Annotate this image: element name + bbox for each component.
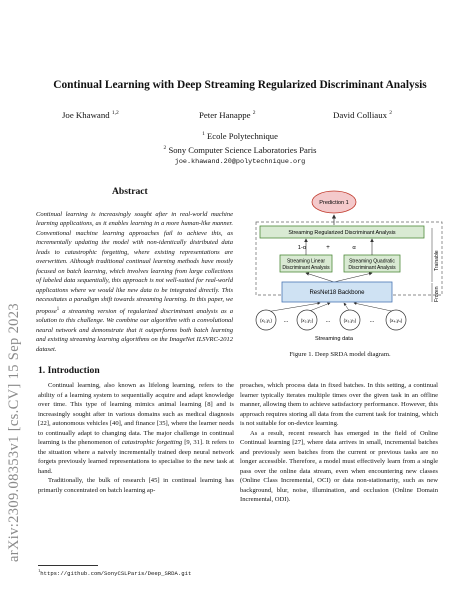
right-paragraph-1: proaches, which process data in fixed batches. In this setting, a continual learner typically iterates multiple times over the given task in an offline manner, allowing them to achieve satisfactory performance. However, this approach requires storing all data from the current task for training, which is not suitable for on-device learning. xyxy=(240,382,438,427)
prediction-label: Prediction 1 xyxy=(319,200,349,206)
right-paragraph-2: As a result, recent research has emerged in the field of Online Continual learning [27], where data arrives in small, incremental batches and previously seen batches from the current or previous tasks are no longer accessible. Therefore, a model must effectively learn from a single pass over the online data stream, even when encountering new classes (Online Class Incremental, OCI) or data non-stationarity, such as new background, blur, noise, illumination, and occlusion (Online Domain Incremental, ODI). xyxy=(240,429,438,503)
sqda-label-line1: Streaming Quadratic xyxy=(349,258,395,265)
author-name: Joe Khawand xyxy=(62,110,110,120)
emphasis-text: catastrophic forgetting xyxy=(121,439,183,446)
slda-label-line2: Discriminant Analysis xyxy=(282,265,330,271)
streaming-data-label: Streaming data xyxy=(315,336,353,342)
arrow-backbone-sqda xyxy=(334,273,372,282)
author-affil-mark: 2 xyxy=(252,110,256,117)
intro-text-end: [9, 31]. It refers to the situation where a naively incrementally trained deep neural network forgets previously learned representations to specialise to the new task at hand. xyxy=(38,439,234,475)
arrow-backbone-slda xyxy=(306,273,334,282)
srda-label: Streaming Regularized Discriminant Analysis xyxy=(288,230,396,236)
author-name: David Colliaux xyxy=(333,110,387,120)
footnote-mark: 1 xyxy=(38,568,41,573)
trainable-label: Trainable xyxy=(434,250,440,271)
footnote-mark: 1 xyxy=(56,306,60,312)
ellipsis-1: ... xyxy=(283,318,289,324)
data-node-3-label: (x₃,y₃) xyxy=(343,318,357,323)
affiliation-text: Sony Computer Science Laboratories Paris xyxy=(168,144,317,155)
data-node-2-label: (x₂,y₂) xyxy=(300,318,314,323)
section-heading-introduction: 1. Introduction xyxy=(38,365,100,376)
author-email: joe.khawand.20@polytechnique.org xyxy=(174,157,306,166)
affiliation-1 xyxy=(30,128,450,142)
slda-label-line1: Streaming Linear xyxy=(286,258,326,265)
author-affil-mark: 2 xyxy=(389,110,392,117)
author-affil-mark: 1,2 xyxy=(111,110,119,117)
ellipsis-3: ... xyxy=(369,318,375,324)
weight-slda-label: 1-α xyxy=(297,245,307,251)
affiliation-2 xyxy=(30,142,450,156)
data-node-1-label: (x₁,y₁) xyxy=(259,318,273,323)
affiliation-text: Ecole Polytechnique xyxy=(207,130,278,141)
intro-paragraph-2: Traditionally, the bulk of research [45] in continual learning has primarily concentrated on batch learning ap- xyxy=(38,477,234,494)
figure-caption: Figure 1. Deep SRDA model diagram. xyxy=(289,351,391,358)
affil-mark: 2 xyxy=(163,144,167,151)
author-name: Peter Hanappe xyxy=(199,110,251,120)
frozen-label: Frozen xyxy=(434,286,440,302)
ellipsis-2: ... xyxy=(325,318,331,324)
intro-right-column xyxy=(240,381,438,505)
intro-text: Continual learning, also known as lifelong learning, refers to the ability of a learning system to sequentially acquire and adapt knowledge over time. This type of learning mimics animal learning [8] and is increasingly sought after in various domains such as medical diagnosis [22], autonomous vehicles [40], and finance [35], where the learner needs to continually adapt to changing data. The major challenge in continual learning is the phenomenon of xyxy=(38,382,234,446)
intro-paragraph-1 xyxy=(38,381,234,476)
abstract-heading: Abstract xyxy=(112,186,148,197)
arrow-data-1 xyxy=(266,303,320,312)
intro-left-column xyxy=(38,381,234,495)
abstract-text: Continual learning is increasingly sought after in real-world machine learning applications, as it enables learning in a more human-like manner. Conventional machine learning approaches fail to achieve this, as incrementally updating the model with non-identically distributed data leads to catastrophic forgetting, where existing representations are overwritten. Although traditional continual learning methods have mostly focused on batch learning, which involves learning from large collections of labeled data sequentially, this approach is not well-suited for real-world applications where we would like new data to be integrated directly. This necessitates a paradigm shift towards streaming learning. In this paper, we propose xyxy=(36,211,233,315)
weight-sqda-label: α xyxy=(352,245,356,251)
model-diagram xyxy=(250,186,450,346)
footnote-rule xyxy=(38,565,98,566)
data-node-4-label: (x₄,y₄) xyxy=(389,318,403,323)
sqda-label-line2: Discriminant Analysis xyxy=(348,265,396,271)
arxiv-id: arXiv:2309.08353v1 [cs.CV] 15 Sep 2023 xyxy=(6,303,22,562)
arrow-data-4 xyxy=(354,303,396,312)
author-2 xyxy=(199,110,256,120)
abstract-text-cont: a streaming version of regularized discriminant analysis as a solution to this challenge. We combine our algorithm with a convolutional neural network and demonstrate that it outperforms both batch learning and existing streaming learning algorithms on the ImageNet ILSVRC-2012 dataset. xyxy=(36,307,233,353)
footnote-url[interactable]: https://github.com/SonyCSLParis/Deep_SRDA.git xyxy=(40,569,192,577)
backbone-label: ResNet18 Backbone xyxy=(309,290,365,296)
plus-sign: + xyxy=(326,244,330,251)
paper-title: Continual Learning with Deep Streaming Regularized Discriminant Analysis xyxy=(53,79,427,91)
arxiv-stamp xyxy=(4,150,30,570)
affiliations xyxy=(30,128,450,168)
author-3 xyxy=(333,110,392,120)
abstract-body xyxy=(36,210,233,354)
author-1 xyxy=(62,110,119,120)
affil-mark: 1 xyxy=(202,131,205,137)
footnote xyxy=(38,568,191,577)
